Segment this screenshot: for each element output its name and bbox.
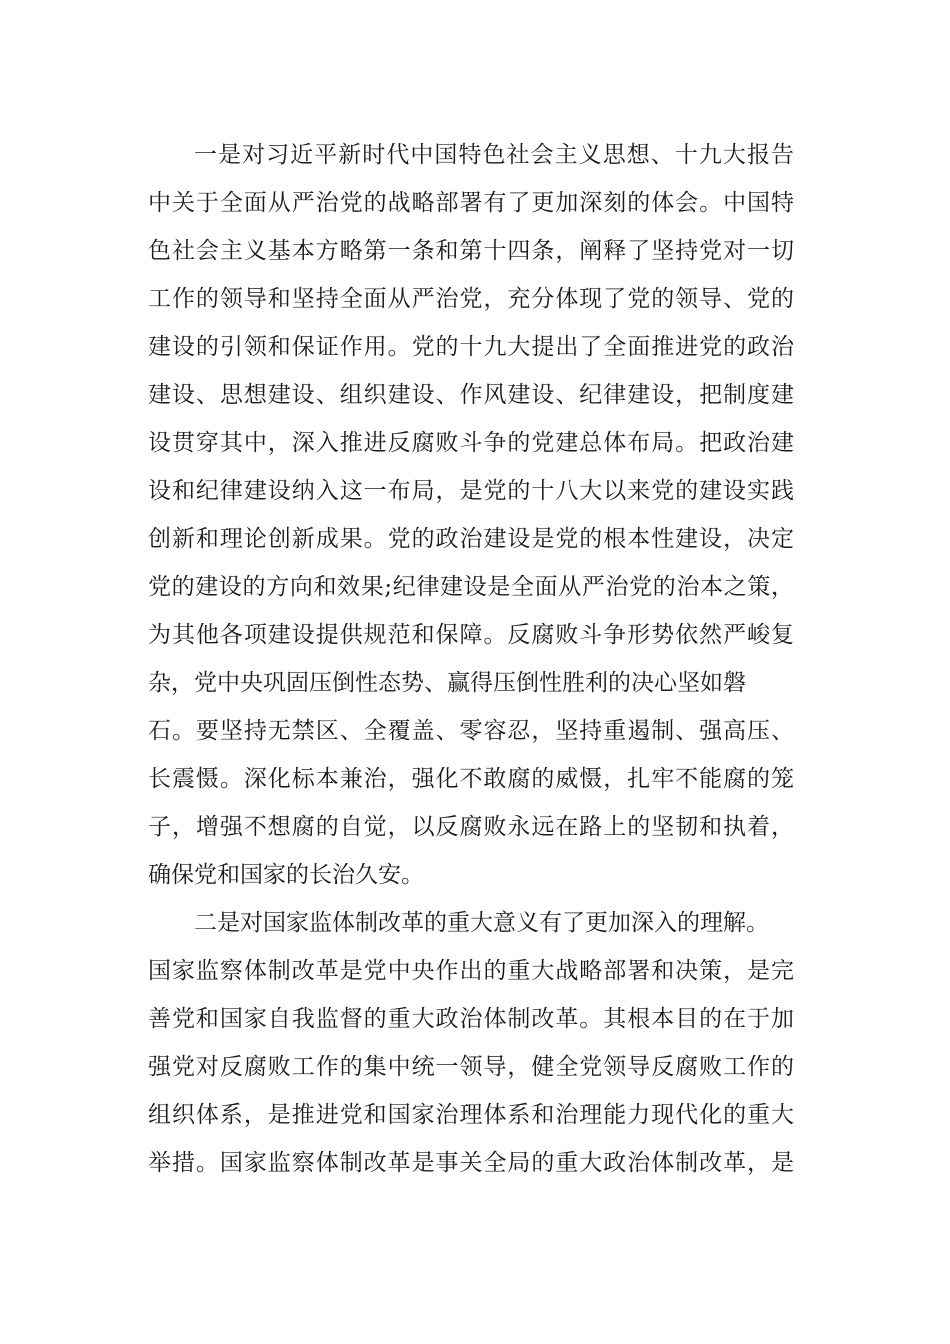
paragraph-1-line-6: 建设、思想建设、组织建设、作风建设、纪律建设，把制度建 [148, 382, 794, 408]
paragraph-1-line-2: 中关于全面从严治党的战略部署有了更加深刻的体会。中国特 [148, 190, 794, 216]
paragraph-1-line-3: 色社会主义基本方略第一条和第十四条，阐释了坚持党对一切 [148, 238, 794, 264]
paragraph-1-line-11: 为其他各项建设提供规范和保障。反腐败斗争形势依然严峻复 [148, 622, 794, 648]
paragraph-1-line-12: 杂，党中央巩固压倒性态势、赢得压倒性胜利的决心坚如磐 [148, 670, 746, 696]
paragraph-1-line-13: 石。要坚持无禁区、全覆盖、零容忍，坚持重遏制、强高压、 [148, 718, 794, 744]
paragraph-1-line-4: 工作的领导和坚持全面从严治党，充分体现了党的领导、党的 [148, 286, 794, 312]
paragraph-2-line-4: 强党对反腐败工作的集中统一领导，健全党领导反腐败工作的 [148, 1054, 794, 1080]
paragraph-2-line-6: 举措。国家监察体制改革是事关全局的重大政治体制改革，是 [148, 1150, 794, 1176]
body-text [148, 131, 794, 1187]
paragraph-1-line-15: 子，增强不想腐的自觉，以反腐败永远在路上的坚韧和执着， [148, 814, 794, 840]
paragraph-1-line-10: 党的建设的方向和效果;纪律建设是全面从严治党的治本之策， [148, 574, 794, 600]
paragraph-2-line-2: 国家监察体制改革是党中央作出的重大战略部署和决策，是完 [148, 958, 794, 984]
paragraph-1-line-1: 一是对习近平新时代中国特色社会主义思想、十九大报告 [194, 142, 794, 168]
paragraph-2-line-3: 善党和国家自我监督的重大政治体制改革。其根本目的在于加 [148, 1006, 794, 1032]
paragraph-1-line-9: 创新和理论创新成果。党的政治建设是党的根本性建设，决定 [148, 526, 794, 552]
paragraph-1-line-5: 建设的引领和保证作用。党的十九大提出了全面推进党的政治 [148, 334, 794, 360]
paragraph-1-line-8: 设和纪律建设纳入这一布局，是党的十八大以来党的建设实践 [148, 478, 794, 504]
paragraph-1-line-7: 设贯穿其中，深入推进反腐败斗争的党建总体布局。把政治建 [148, 430, 794, 456]
paragraph-1-line-14: 长震慑。深化标本兼治，强化不敢腐的威慑，扎牢不能腐的笼 [148, 766, 794, 792]
paragraph-2-line-1: 二是对国家监体制改革的重大意义有了更加深入的理解。 [194, 910, 769, 936]
paragraph-2-line-5: 组织体系，是推进党和国家治理体系和治理能力现代化的重大 [148, 1102, 794, 1128]
paragraph-1-line-16: 确保党和国家的长治久安。 [148, 862, 424, 888]
